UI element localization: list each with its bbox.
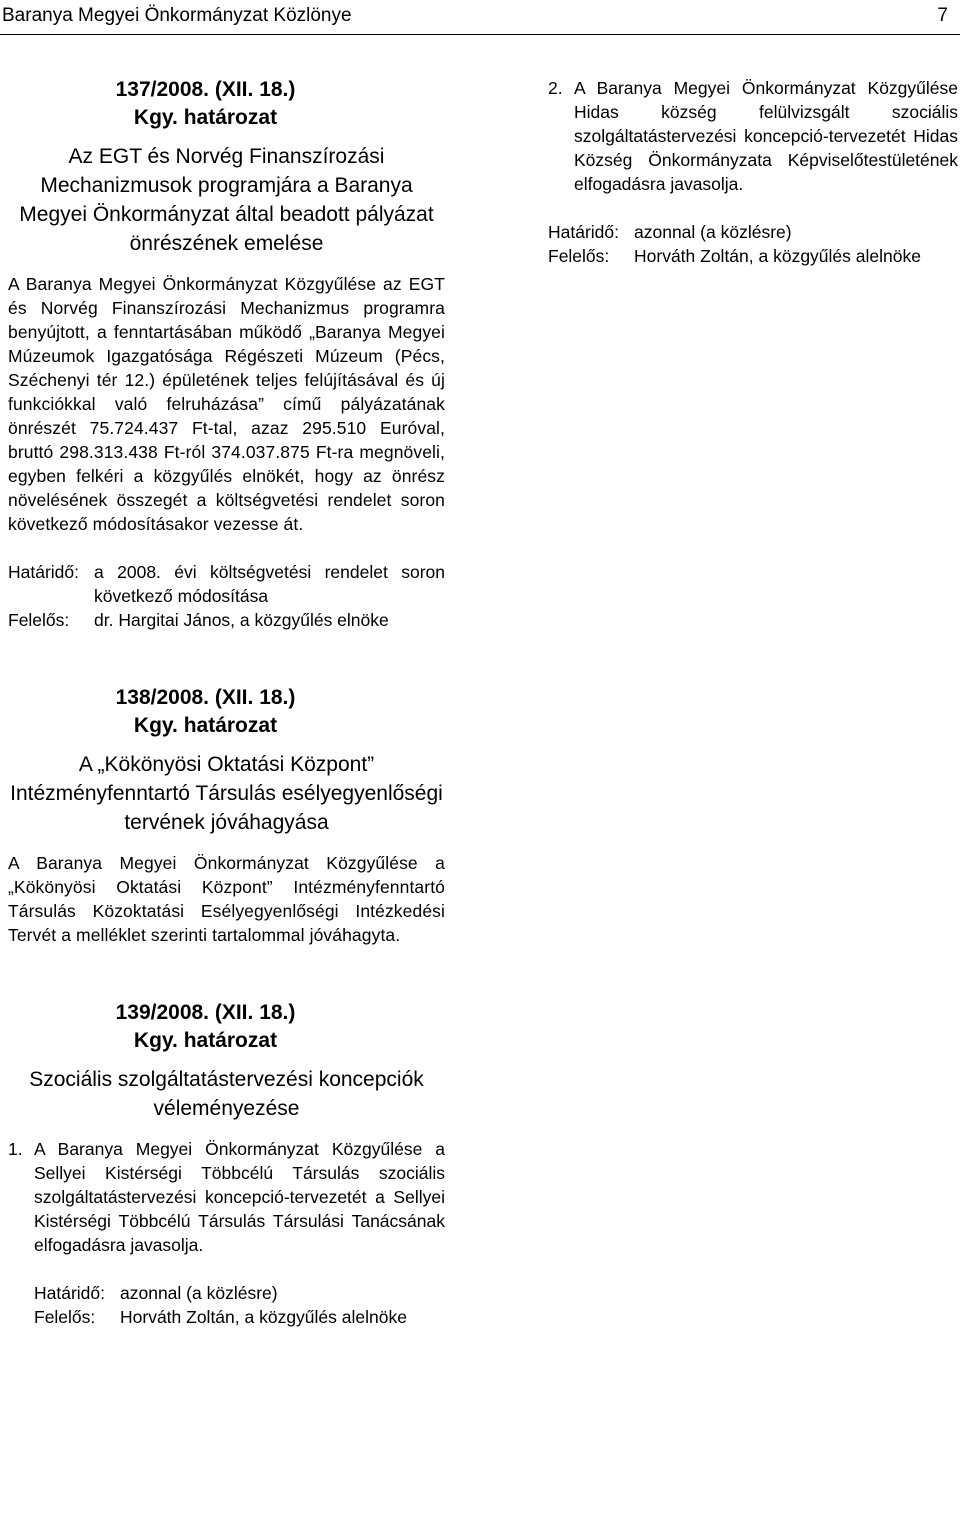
deadline-value: a 2008. évi költségvetési rendelet soron következő módosítása: [94, 562, 445, 606]
publication-title: Baranya Megyei Önkormányzat Közlönye: [2, 5, 352, 26]
deadline-label: Határidő:: [34, 1283, 106, 1303]
section-gap: [8, 947, 445, 999]
responsible-label: Felelős:: [548, 246, 610, 266]
item-text: A Baranya Megyei Önkormányzat Közgyűlése Hidas község felülvizsgált szociális szolgáltatástervezési koncepció-tervezetét Hidas Község Önkormányzata Képviselőtestületének elfogadásra javasolja.: [574, 78, 958, 194]
section-gap: [8, 632, 445, 684]
resolution-meta: [8, 560, 445, 632]
deadline-value: azonnal (a közlésre): [634, 222, 792, 242]
page-header: [0, 0, 960, 34]
resolution-kind: Kgy. határozat: [133, 714, 278, 737]
resolution-number: 138/2008. (XII. 18.): [115, 686, 296, 709]
right-column: [548, 76, 958, 268]
left-column: [8, 76, 445, 1329]
responsible-value: dr. Hargitai János, a közgyűlés elnöke: [94, 610, 389, 630]
responsible-value: Horváth Zoltán, a közgyűlés alelnöke: [634, 246, 921, 266]
deadline-row: [548, 220, 958, 244]
responsible-row: [548, 244, 958, 268]
resolution-137: [8, 76, 445, 632]
responsible-value: Horváth Zoltán, a közgyűlés alelnöke: [120, 1307, 407, 1327]
resolution-kind: Kgy. határozat: [133, 106, 278, 129]
responsible-row: [8, 608, 445, 632]
numbered-item-1: [8, 1137, 445, 1257]
resolution-body: A Baranya Megyei Önkormányzat Közgyűlése az EGT és Norvég Finanszírozási Mechanizmus programra benyújtott, a fenntartásában működő „Baranya Megyei Múzeumok Igazgatósága Régészeti Múzeum (Pécs, Széchenyi tér 12.) épületének teljes felújításával és új funkciókkal való felruházása” című pályázatának önrészét 75.724.437 Ft-tal, azaz 295.510 Euróval, bruttó 298.313.438 Ft-ról 374.037.875 Ft-ra megnöveli, egyben felkéri a közgyűlés elnökét, hogy az önrész növelésének összegét a költségvetési rendelet soron következő módosításakor vezesse át.: [8, 274, 445, 534]
deadline-label: Határidő:: [8, 562, 80, 582]
deadline-label: Határidő:: [548, 222, 620, 242]
item-text: A Baranya Megyei Önkormányzat Közgyűlése a Sellyei Kistérségi Többcélú Társulás szociális szolgáltatástervezési koncepció-tervezetét a Sellyei Kistérségi Többcélú Társulás Társulási Tanácsának elfogadásra javasolja.: [34, 1139, 445, 1255]
deadline-value: azonnal (a közlésre): [120, 1283, 278, 1303]
item-number: 2.: [548, 78, 563, 98]
item-1-meta: [34, 1281, 445, 1329]
item-number: 1.: [8, 1139, 23, 1159]
responsible-label: Felelős:: [8, 610, 70, 630]
deadline-row: [8, 560, 445, 608]
resolution-kind: Kgy. határozat: [133, 1029, 278, 1052]
resolution-number: 137/2008. (XII. 18.): [115, 78, 296, 101]
header-divider: [0, 34, 960, 35]
responsible-row: [34, 1305, 445, 1329]
resolution-title: Az EGT és Norvég Finanszírozási Mechanizmusok programjára a Baranya Megyei Önkormányzat által beadott pályázat önrészének emelése: [19, 145, 434, 255]
responsible-label: Felelős:: [34, 1307, 96, 1327]
numbered-item-2: [548, 76, 958, 196]
resolution-138: [8, 684, 445, 947]
page-number: 7: [937, 5, 948, 26]
item-2-meta: [548, 220, 958, 268]
resolution-title: Szociális szolgáltatástervezési koncepciók véleményezése: [29, 1068, 424, 1120]
deadline-row: [34, 1281, 445, 1305]
resolution-title: A „Kökönyösi Oktatási Központ” Intézményfenntartó Társulás esélyegyenlőségi tervének jóváhagyása: [10, 753, 443, 834]
resolution-139: [8, 999, 445, 1329]
resolution-number: 139/2008. (XII. 18.): [115, 1001, 296, 1024]
resolution-body: A Baranya Megyei Önkormányzat Közgyűlése a „Kökönyösi Oktatási Központ” Intézményfenntartó Társulás Közoktatási Esélyegyenlőségi Intézkedési Tervét a melléklet szerinti tartalommal jóváhagyta.: [8, 853, 445, 945]
